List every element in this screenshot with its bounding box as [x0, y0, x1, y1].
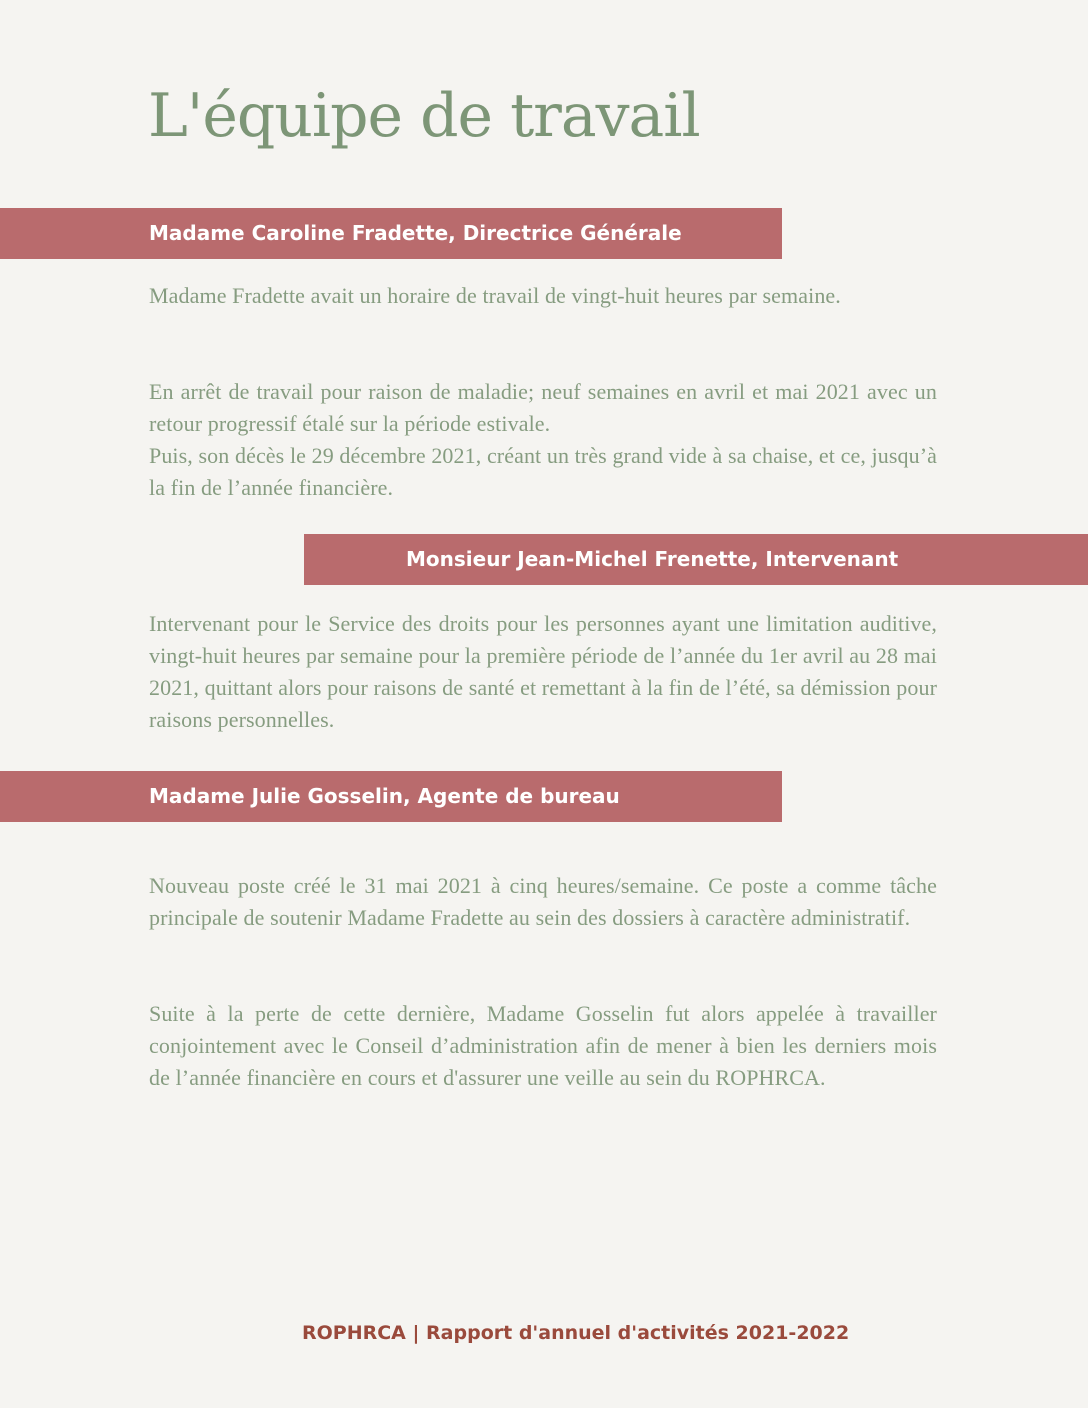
- office-agent-paragraph-new-post: Nouveau poste créé le 31 mai 2021 à cinq heures/semaine. Ce poste a comme tâche principale de soutenir Madame Fradette au sein des dossiers à caractère administratif.: [149, 873, 937, 930]
- director-paragraph-leave: En arrêt de travail pour raison de maladie; neuf semaines en avril et mai 2021 avec un retour progressif étalé sur la période estivale.: [149, 379, 937, 436]
- director-paragraph-death: Puis, son décès le 29 décembre 2021, créant un très grand vide à sa chaise, et ce, jusqu’à la fin de l’année financière.: [149, 443, 937, 500]
- section-heading-director: Madame Caroline Fradette, Directrice Générale: [0, 208, 782, 259]
- section-heading-office-agent: Madame Julie Gosselin, Agente de bureau: [0, 771, 782, 822]
- director-paragraph-schedule: Madame Fradette avait un horaire de travail de vingt-huit heures par semaine.: [149, 283, 841, 308]
- page-footer: ROPHRCA | Rapport d'annuel d'activités 2021-2022: [302, 1322, 850, 1344]
- intervenant-paragraph: Intervenant pour le Service des droits pour les personnes ayant une limitation auditive, vingt-huit heures par semaine pour la première période de l’année du 1er avril au 28 mai 2021, quittant alors pour raisons de santé et remettant à la fin de l’été, sa démission pour raisons personnelles.: [149, 611, 937, 732]
- office-agent-paragraph-continuation: Suite à la perte de cette dernière, Madame Gosselin fut alors appelée à travailler conjointement avec le Conseil d’administration afin de mener à bien les derniers mois de l’année financière en cours et d'assurer une veille au sein du ROPHRCA.: [149, 1001, 937, 1090]
- section-heading-intervenant: Monsieur Jean-Michel Frenette, Intervenant: [304, 534, 1088, 585]
- page-title: L'équipe de travail: [148, 81, 700, 151]
